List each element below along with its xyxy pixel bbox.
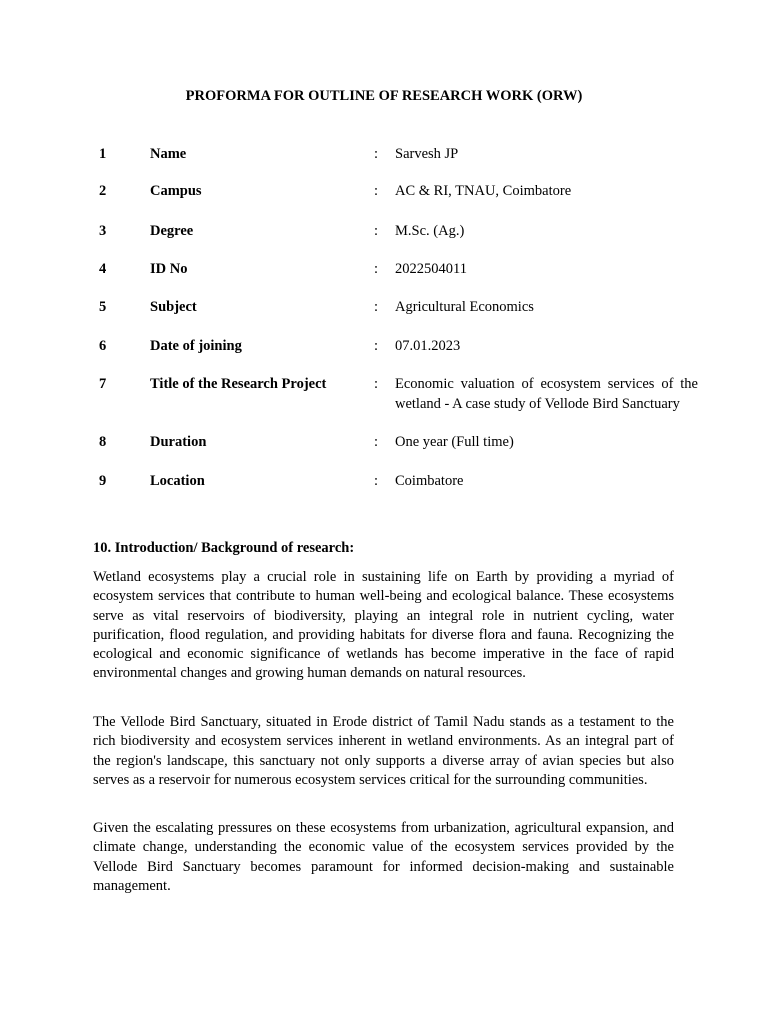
page-title: PROFORMA FOR OUTLINE OF RESEARCH WORK (ORW) [185, 88, 583, 104]
field-number: 9 [99, 473, 107, 489]
field-label: Degree [150, 223, 194, 239]
field-label: Subject [150, 299, 197, 315]
field-value: AC & RI, TNAU, Coimbatore [395, 183, 572, 199]
field-number: 1 [99, 146, 107, 162]
field-number: 3 [99, 223, 107, 239]
field-value: Sarvesh JP [395, 146, 459, 162]
field-number: 8 [99, 434, 107, 450]
field-value: M.Sc. (Ag.) [395, 223, 465, 239]
field-number: 7 [99, 376, 107, 392]
field-label: ID No [150, 261, 188, 277]
field-separator: : [374, 223, 379, 239]
field-separator: : [374, 338, 379, 354]
field-value: One year (Full time) [395, 434, 514, 450]
field-value: Economic valuation of ecosystem services of the wetland - A case study of Vellode Bird Sanctuary [395, 376, 698, 412]
field-separator: : [374, 183, 379, 199]
paragraph-wetland-ecosystems: Wetland ecosystems play a crucial role in sustaining life on Earth by providing a myriad of ecosystem services that contribute to human well-being and ecological balance. These ecosystems serve as vital reservoirs of biodiversity, playing an integral role in nutrient cycling, water purification, flood regulation, and providing habitats for diverse flora and fauna. Recognizing the ecological and economic significance of wetlands has become imperative in the face of rapid environmental changes and growing human demands on natural resources. [93, 569, 674, 682]
field-number: 6 [99, 338, 107, 354]
field-label: Location [150, 473, 205, 489]
field-number: 5 [99, 299, 107, 315]
field-label: Title of the Research Project [150, 376, 327, 392]
field-label: Duration [150, 434, 207, 450]
field-value: 07.01.2023 [395, 338, 461, 354]
field-label: Name [150, 146, 187, 162]
field-value: 2022504011 [395, 261, 467, 277]
field-label: Campus [150, 183, 202, 199]
field-number: 2 [99, 183, 107, 199]
section-heading: 10. Introduction/ Background of research: [93, 540, 355, 556]
field-separator: : [374, 299, 379, 315]
field-separator: : [374, 376, 379, 392]
field-separator: : [374, 146, 379, 162]
field-separator: : [374, 434, 379, 450]
field-separator: : [374, 261, 379, 277]
field-value: Agricultural Economics [395, 299, 534, 315]
field-value: Coimbatore [395, 473, 464, 489]
field-label: Date of joining [150, 338, 242, 354]
paragraph-vellode-sanctuary: The Vellode Bird Sanctuary, situated in Erode district of Tamil Nadu stands as a testament to the rich biodiversity and ecosystem services inherent in wetland environments. As an integral part of the region's landscape, this sanctuary not only supports a diverse array of avian species but also serves as a reservoir for numerous ecosystem services critical for the surrounding communities. [93, 714, 674, 788]
field-separator: : [374, 473, 379, 489]
field-number: 4 [99, 261, 107, 277]
paragraph-escalating-pressures: Given the escalating pressures on these ecosystems from urbanization, agricultural expansion, and climate change, understanding the economic value of the ecosystem services provided by the Vellode Bird Sanctuary becomes paramount for informed decision-making and sustainable management. [93, 820, 674, 894]
